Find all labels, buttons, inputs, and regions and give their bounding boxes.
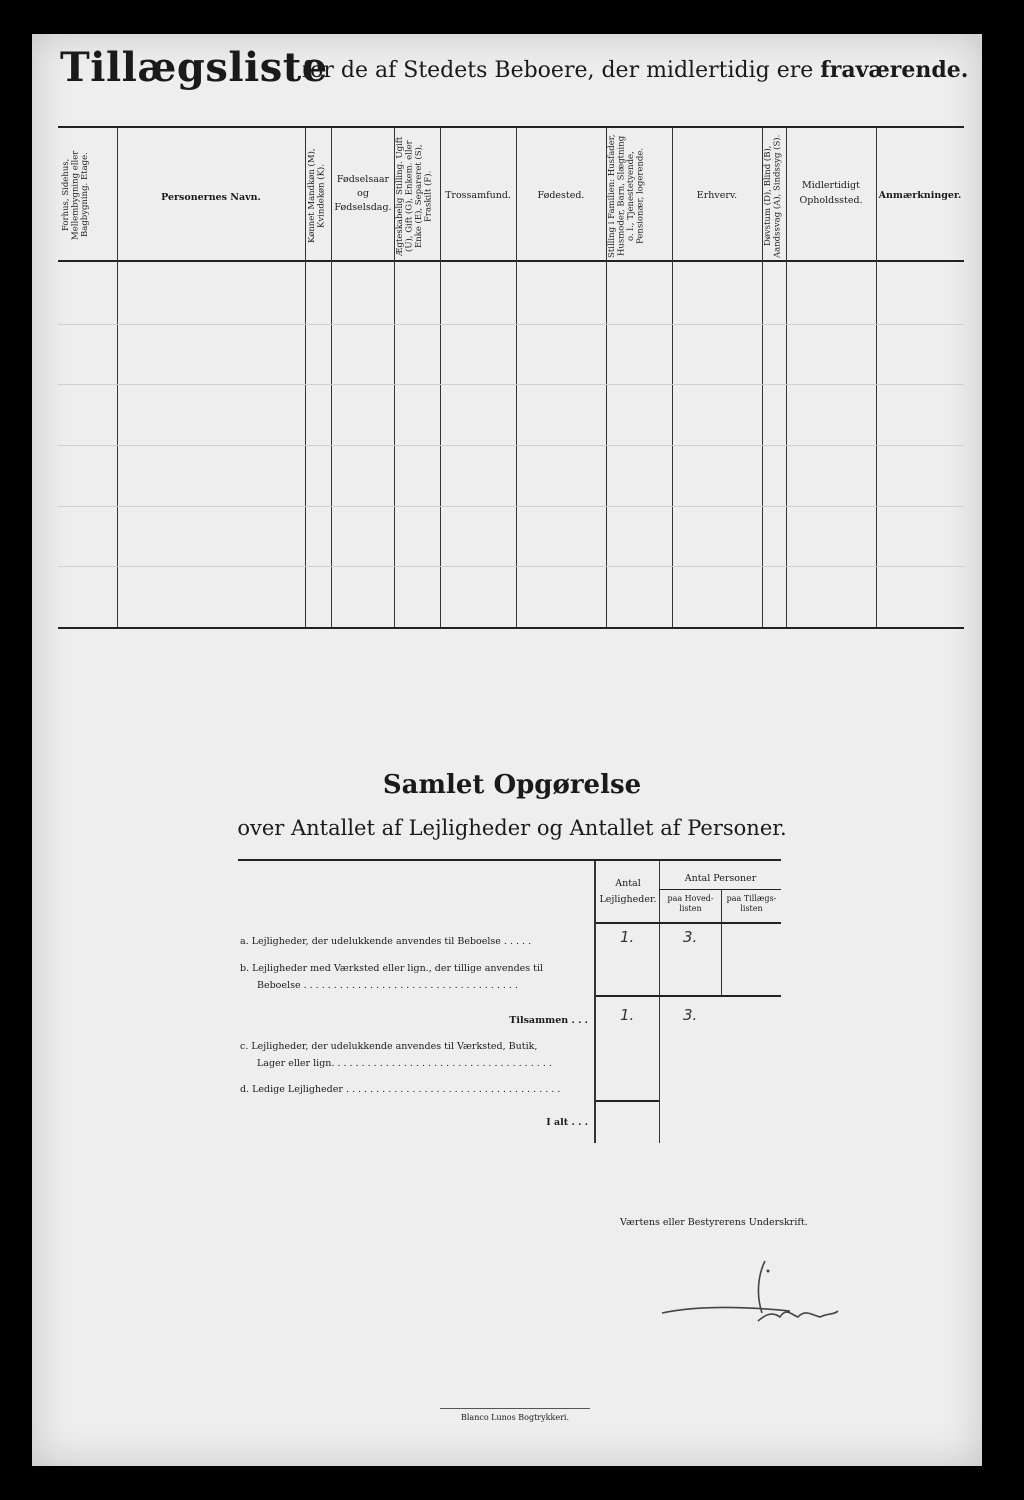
summary-row-c1: c. Lejligheder, der udelukkende anvendes til Værksted, Butik, [240,1041,538,1052]
summary-top-rule [238,859,781,861]
value-a-lejl: 1. [620,928,635,946]
summary-tilsammen: Tilsammen . . . [509,1015,588,1026]
row-b2-text: Beboelse [257,980,301,991]
row-c2-text: Lager eller lign. [257,1058,335,1069]
subtitle-bold: fraværende. [820,57,969,83]
col-header-name: Personernes Navn. [161,192,261,203]
col-sep [305,128,306,627]
hoved-h1: paa Hoved- [667,894,714,903]
row-line [58,566,964,567]
col-sep [672,128,673,627]
summary-hoved-header [660,894,721,914]
value-tils-lejl: 1. [620,1006,635,1024]
signature-image [640,1255,850,1335]
summary-lejl-header [597,876,659,908]
col-header-birth [333,174,393,213]
list-subtitle [302,57,968,83]
summary-till-header [722,894,781,914]
summary-pers-header: Antal Personer [684,873,757,884]
signature-caption: Værtens eller Bestyrerens Underskrift. [620,1217,808,1228]
summary-i-alt: I alt . . . [546,1117,588,1128]
table-top-rule [58,126,964,128]
hoved-h2: listen [679,904,702,913]
row-d-text: d. Ledige Lejligheder [240,1084,343,1095]
subtitle-text: for de af Stedets Beboere, der midlertidig ere [302,58,814,83]
col-sep [331,128,332,627]
col-header-birthplace: Fødested. [537,190,585,201]
lejl-h2: Lejligheder. [599,894,657,905]
birth-line2: og [357,188,369,199]
summary-total-rule [596,1100,659,1102]
col-header-family: Stilling i Familien: Husfader, Husmoder, Barn, Slægtning o. l., Tjenestetyende, Pensionær, logerende. [607,134,646,258]
summary-row-b1: b. Lejligheder med Værksted eller lign., der tillige anvendes til [240,963,544,974]
list-title: Tillægsliste [60,44,328,91]
summary-pers-rule [659,889,781,890]
lejl-h1: Antal [615,878,641,889]
table-header-rule [58,260,964,262]
till-h2: listen [740,904,763,913]
col-header-sex: Kønnet Mandkøn (M), Kvindekøn (K). [307,148,327,244]
printer-imprint: Blanco Lunos Bogtrykkeri. [440,1408,590,1425]
col-sep [876,128,877,627]
summary-row-b2 [257,979,590,993]
summary-title: Samlet Opgørelse [382,770,642,800]
summary-header-rule [596,922,781,924]
birth-line1: Fødselsaar [336,174,390,185]
value-tils-hoved: 3. [683,1006,698,1024]
till-h1: paa Tillægs- [726,894,777,903]
summary-row-a: a. Lejligheder, der udelukkende anvendes til Beboelse . . . . . [240,936,532,947]
temp-line2: Opholdssted. [799,195,863,206]
col-header-building: Forhus, Sidehus, Mellembygning eller Bagbygning. Etage. [61,150,90,240]
summary-row-c2 [257,1057,590,1071]
summary-subtotal-rule [596,995,781,997]
col-sep [117,128,118,627]
temp-line1: Midlertidigt [802,180,860,191]
col-header-temp-residence [788,180,874,206]
col-header-remarks: Anmærkninger. [878,190,962,201]
row-line [58,445,964,446]
row-line [58,384,964,385]
row-line [58,324,964,325]
table-bottom-rule [58,627,964,629]
birth-line3: Fødselsdag. [334,202,392,213]
summary-row-d [240,1083,590,1097]
col-sep [786,128,787,627]
row-line [58,506,964,507]
col-header-religion: Trossamfund. [445,190,511,201]
document-page [32,34,982,1466]
value-a-hoved: 3. [683,928,698,946]
col-header-disability: Døvstum (D), Blind (B), Aandssvag (A), Sindssyg (S). [763,134,783,258]
col-sep [440,128,441,627]
col-header-occupation: Erhverv. [696,190,738,201]
summary-subtitle: over Antallet af Lejligheder og Antallet af Personer. [237,816,787,840]
col-header-marital: Ægteskabelig Stilling. Ugift (U), Gift (G), Enkem. eller Enke (E), Separeret (S), Fraskilt (F). [395,136,434,256]
col-sep [516,128,517,627]
